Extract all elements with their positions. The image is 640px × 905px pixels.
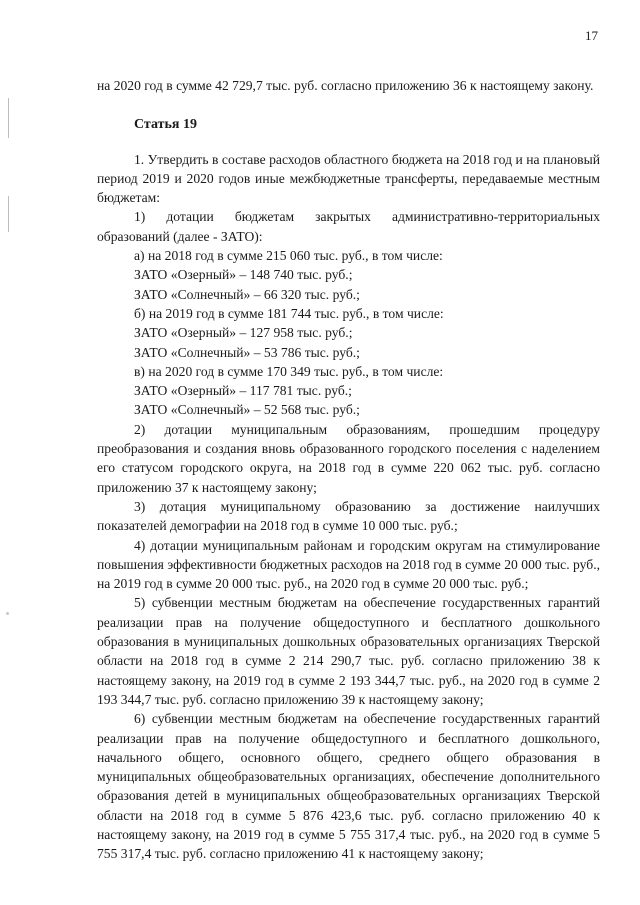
list-item: ЗАТО «Солнечный» – 66 320 тыс. руб.; [134,286,360,302]
scan-edge-mark [8,98,9,138]
paragraph: 1) дотации бюджетам закрытых административно-территориальных образований (далее - ЗАТО): [97,209,600,244]
article-heading: Статья 19 [134,117,197,133]
list-item: ЗАТО «Озерный» – 127 958 тыс. руб.; [134,325,353,341]
scan-edge-mark [6,612,9,615]
page-number: 17 [585,28,598,43]
paragraph: 2) дотации муниципальным образованиям, прошедшим процедуру преобразования и создания вновь образованного городского поселения с наделением его статусом городского округа, на 2018 год в сумме 220 062 тыс. руб. согласно приложению 37 к настоящему закону; [97,421,600,495]
list-item: а) на 2018 год в сумме 215 060 тыс. руб., в том числе: [134,248,443,264]
paragraph: 1. Утвердить в составе расходов областного бюджета на 2018 год и на плановый период 2019 и 2020 годов иные межбюджетные трансферты, передаваемые местным бюджетам: [97,151,600,206]
list-item: ЗАТО «Солнечный» – 52 568 тыс. руб.; [134,402,360,418]
paragraph: 6) субвенции местным бюджетам на обеспечение государственных гарантий реализации прав на получение общедоступного и бесплатного дошкольного, начального общего, основного общего, среднего общего образования в муниципальных общеобразовательных организациях, обеспечение дополнительного образования детей в муниципальных общеобразовательных организациях Тверской области на 2018 год в сумме 5 876 423,6 тыс. руб. согласно приложению 40 к настоящему закону, на 2019 год в сумме 5 755 317,4 тыс. руб., на 2020 год в сумме 5 755 317,4 тыс. руб. согласно приложению 41 к настоящему закону; [97,711,600,862]
paragraph: 3) дотация муниципальному образованию за достижение наилучших показателей демографии на 2018 год в сумме 10 000 тыс. руб.; [97,498,600,534]
paragraph: 5) субвенции местным бюджетам на обеспечение государственных гарантий реализации прав на получение общедоступного и бесплатного дошкольного образования в муниципальных дошкольных образовательных организациях Тверской области на 2018 год в сумме 2 214 290,7 тыс. руб. согласно приложению 38 к настоящему закону, на 2019 год в сумме 2 193 344,7 тыс. руб., на 2020 год в сумме 2 193 344,7 тыс. руб. согласно приложению 39 к настоящему закону; [97,595,600,707]
list-item: в) на 2020 год в сумме 170 349 тыс. руб., в том числе: [134,363,444,379]
list-item: ЗАТО «Озерный» – 148 740 тыс. руб.; [134,267,353,283]
list-item: ЗАТО «Солнечный» – 53 786 тыс. руб.; [134,344,360,360]
list-item: ЗАТО «Озерный» – 117 781 тыс. руб.; [134,383,352,399]
paragraph: 4) дотации муниципальным районам и городским округам на стимулирование повышения эффективности бюджетных расходов на 2018 год в сумме 20 000 тыс. руб., на 2019 год в сумме 20 000 тыс. руб., на 2020 год в сумме 20 000 тыс. руб.; [97,537,600,592]
paragraph-continuation: на 2020 год в сумме 42 729,7 тыс. руб. согласно приложению 36 к настоящему закону. [97,78,594,93]
document-body [97,76,600,864]
list-item: б) на 2019 год в сумме 181 744 тыс. руб., в том числе: [134,305,444,321]
scan-edge-mark [8,196,9,232]
